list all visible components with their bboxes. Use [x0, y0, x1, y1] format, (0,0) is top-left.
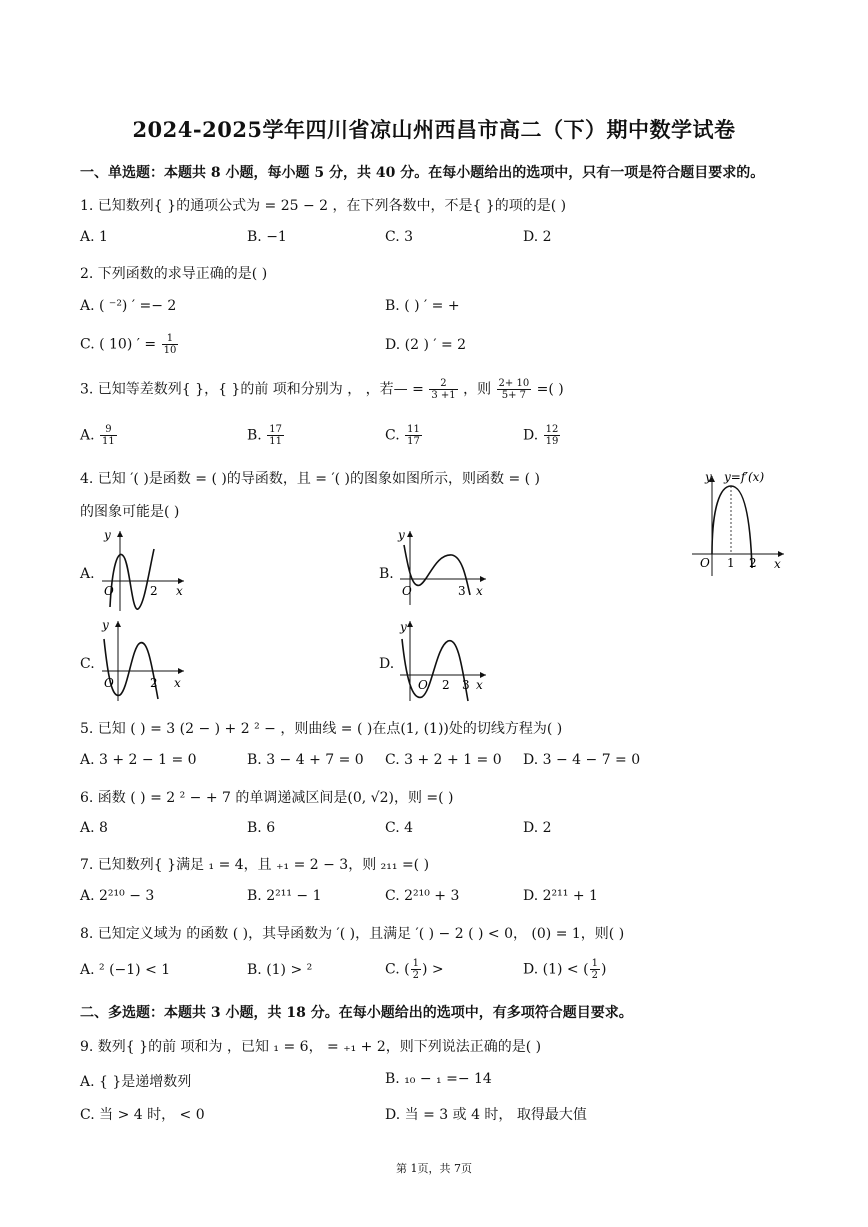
q3-option-c	[385, 424, 423, 447]
q4-reference-graph-fprime	[688, 468, 788, 580]
denominator: 3 +1	[431, 390, 456, 401]
denominator: 2	[591, 970, 598, 981]
origin-label: O	[104, 676, 114, 690]
option-letter: B.	[247, 427, 262, 444]
numerator: 1	[162, 333, 179, 345]
q8-option-c	[385, 958, 444, 981]
numerator: 2+ 10	[498, 378, 530, 389]
q7-option-a: A. 2²¹⁰ − 3	[80, 888, 155, 904]
denominator: 11	[102, 436, 115, 447]
x-label: x	[174, 676, 181, 690]
x-axis-arrow	[178, 668, 184, 674]
y-label: y	[102, 618, 109, 632]
origin-label: O	[700, 556, 710, 570]
section-heading-multi-choice: 二、多选题：本题共 3 小题，共 18 分。在每小题给出的选项中，有多项符合题目要求。	[80, 1005, 633, 1021]
option-letter: A.	[80, 427, 95, 444]
denominator: 19	[545, 436, 559, 447]
x-axis-arrow	[480, 576, 486, 582]
y-axis-arrow	[115, 621, 121, 627]
q3-option-b	[247, 424, 285, 447]
q5-option-b: B. 3 − 4 + 7 = 0	[247, 752, 364, 768]
tick-2: 2	[442, 678, 450, 692]
q8-option-d	[523, 958, 606, 981]
option-fraction	[411, 958, 421, 981]
q3-fraction-1	[429, 378, 457, 401]
x-label: x	[476, 584, 483, 598]
q4-option-d-label: D.	[379, 656, 395, 672]
q3-option-a	[80, 424, 118, 447]
question-7-stem: 7. 已知数列{ }满足 ₁ = 4，且 ₊₁ = 2 − 3，则 ₂₁₁ =( )	[80, 857, 430, 873]
tick-3: 3	[462, 678, 470, 692]
option-letter: C.	[385, 427, 400, 444]
y-label: y	[104, 528, 111, 542]
question-1-stem: 1. 已知数列{ }的通项公式为 = 25 − 2 ，在下列各数中，不是{ }的项的是( )	[80, 198, 567, 214]
q5-option-c: C. 3 + 2 + 1 = 0	[385, 752, 502, 768]
q5-option-d: D. 3 − 4 − 7 = 0	[523, 752, 641, 768]
option-fraction	[405, 424, 422, 447]
question-2-stem: 2. 下列函数的求导正确的是( )	[80, 266, 268, 282]
x-label: x	[476, 678, 483, 692]
numerator: 2	[429, 378, 457, 390]
option-fraction	[267, 424, 284, 447]
y-axis-arrow	[117, 531, 123, 537]
q9-option-d: D. 当 = 3 或 4 时， 取得最大值	[385, 1107, 587, 1123]
q8-option-b: B. (1) > ²	[247, 962, 313, 978]
numerator: 11	[407, 424, 420, 435]
q1-option-c: C. 3	[385, 229, 414, 245]
tick-2: 2	[150, 584, 158, 598]
question-4-stem-line2: 的图象可能是( )	[80, 504, 180, 520]
page-footer: 第 1页，共 7页	[396, 1162, 472, 1175]
denominator: 17	[407, 436, 420, 447]
q4-option-b-graph	[396, 527, 492, 607]
q8-option-a: A. ² (−1) < 1	[80, 962, 171, 978]
q4-option-c-label: C.	[80, 656, 95, 672]
q7-option-c: C. 2²¹⁰ + 3	[385, 888, 460, 904]
question-5-stem: 5. 已知 ( ) = 3 (2 − ) + 2 ² − ，则曲线 = ( )在点(1, (1))处的切线方程为( )	[80, 721, 563, 737]
q4-option-a-graph	[98, 527, 194, 613]
question-3-stem	[80, 378, 564, 401]
y-axis-arrow	[407, 621, 413, 627]
numerator: 17	[269, 424, 282, 435]
tick-1: 1	[727, 556, 735, 570]
option-c-curve	[104, 639, 158, 699]
option-text-pre: D. (1) < (	[523, 961, 589, 978]
question-9-stem: 9. 数列{ }的前 项和为 ，已知 ₁ = 6， = ₊₁ + 2，则下列说法正确的是( )	[80, 1039, 542, 1055]
q9-option-a: A. { }是递增数列	[80, 1074, 192, 1090]
tick-2: 2	[749, 556, 757, 570]
q3-stem-part1: 3. 已知等差数列{ }，{ }的前 项和分别为 ， ，若— =	[80, 381, 424, 398]
option-letter: D.	[523, 427, 539, 444]
q1-option-a: A. 1	[80, 229, 108, 245]
q4-option-a-label: A.	[80, 566, 95, 582]
q4-option-b-label: B.	[379, 566, 394, 582]
q2-option-c	[80, 333, 179, 356]
q2-option-a: A. ( ⁻²) ′ =− 2	[80, 298, 177, 314]
option-a-curve	[110, 549, 154, 609]
q3-stem-part3: =( )	[536, 381, 564, 398]
question-6-stem: 6. 函数 ( ) = 2 ² − + 7 的单调递减区间是(0, √2)，则 =( )	[80, 790, 454, 806]
option-text-post: )	[600, 961, 607, 978]
question-8-stem: 8. 已知定义域为 的函数 ( )，其导函数为 ′( )，且满足 ′( ) − 2 ( ) < 0， (0) = 1，则( )	[80, 926, 625, 942]
option-text-pre: C. (	[385, 961, 410, 978]
q2-option-b: B. ( ) ′ = +	[385, 298, 460, 314]
q6-option-a: A. 8	[80, 820, 108, 836]
origin-label: O	[104, 584, 114, 598]
y-label: y	[400, 620, 407, 634]
denominator: 11	[269, 436, 282, 447]
option-text-post: ) >	[421, 961, 444, 978]
numerator: 1	[591, 958, 598, 969]
q4-option-c-graph	[98, 617, 194, 703]
denominator: 5+ 7	[501, 390, 526, 401]
tick-3: 3	[458, 584, 466, 598]
question-4-stem-line1: 4. 已知 ′( )是函数 = ( )的导函数，且 = ′( )的图象如图所示，则函数 = ( )	[80, 471, 541, 487]
denominator: 2	[412, 970, 419, 981]
x-label: x	[176, 584, 183, 598]
x-label: x	[774, 557, 781, 571]
denominator: 10	[163, 345, 177, 356]
numerator: 1	[412, 958, 419, 969]
q6-option-c: C. 4	[385, 820, 414, 836]
q1-option-d: D. 2	[523, 229, 552, 245]
q5-option-a: A. 3 + 2 − 1 = 0	[80, 752, 197, 768]
y-label: y	[705, 470, 712, 484]
option-fraction	[590, 958, 600, 981]
q3-fraction-2	[497, 378, 532, 401]
q3-option-d	[523, 424, 561, 447]
q2-option-c-fraction	[162, 333, 179, 356]
q4-option-d-graph	[396, 617, 492, 703]
page-title: 2024-2025学年四川省凉山州西昌市高二（下）期中数学试卷	[132, 117, 736, 142]
origin-label: O	[418, 678, 428, 692]
q7-option-d: D. 2²¹¹ + 1	[523, 888, 598, 904]
origin-label: O	[402, 584, 412, 598]
y-axis-arrow	[407, 531, 413, 537]
curve-label: y=f′(x)	[724, 470, 765, 484]
numerator: 12	[545, 424, 559, 435]
q9-option-c: C. 当 > 4 时， < 0	[80, 1107, 205, 1123]
q6-option-b: B. 6	[247, 820, 276, 836]
q2-option-c-text: C. ( 10) ′ =	[80, 336, 157, 353]
tick-2: 2	[150, 676, 158, 690]
q7-option-b: B. 2²¹¹ − 1	[247, 888, 322, 904]
q3-stem-part2: ，则	[463, 381, 492, 398]
q2-option-d: D. (2 ) ′ = 2	[385, 337, 467, 353]
numerator: 9	[100, 424, 117, 436]
option-d-curve	[402, 639, 468, 701]
y-label: y	[398, 528, 405, 542]
option-fraction	[544, 424, 561, 447]
q9-option-b: B. ₁₀ − ₁ =− 14	[385, 1071, 492, 1087]
section-heading-single-choice: 一、单选题：本题共 8 小题，每小题 5 分，共 40 分。在每小题给出的选项中，只有一项是符合题目要求的。	[80, 165, 765, 181]
q1-option-b: B. −1	[247, 229, 287, 245]
q6-option-d: D. 2	[523, 820, 552, 836]
option-fraction	[100, 424, 117, 447]
